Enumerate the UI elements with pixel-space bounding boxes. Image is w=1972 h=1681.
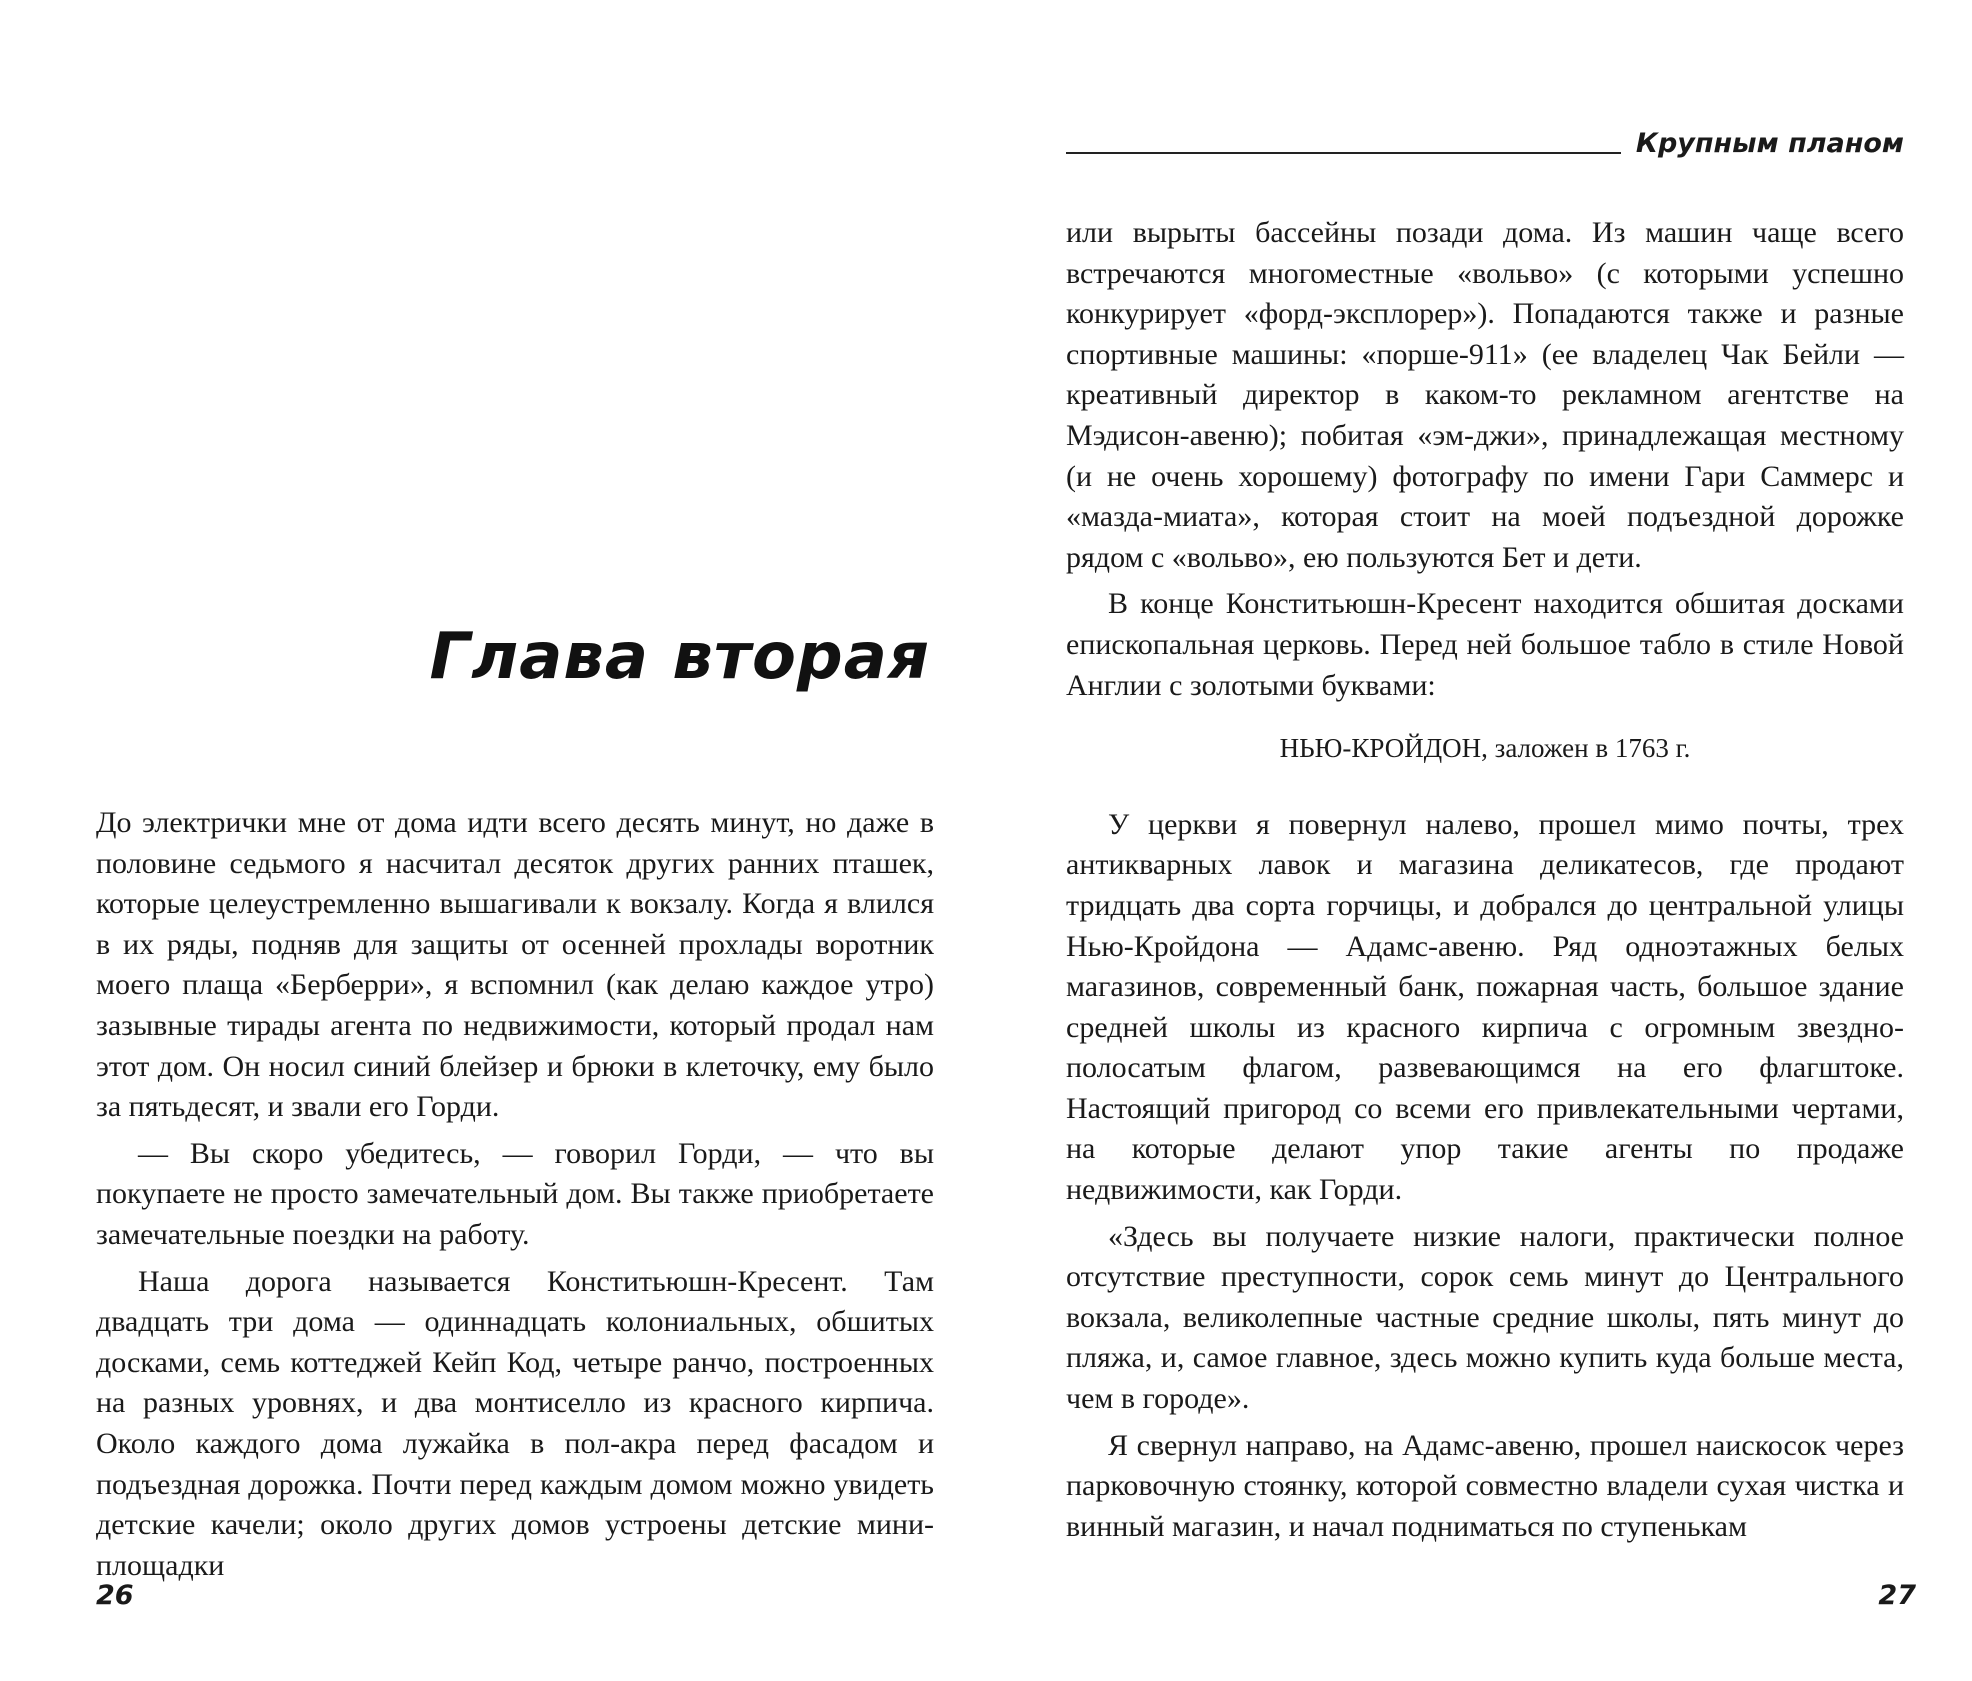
- page-number-left: 26: [96, 1580, 134, 1611]
- paragraph: До электрички мне от дома идти всего десять минут, но даже в половине седьмого я насчитал десяток других ранних пташек, которые целеустремленно вышагивали к вокзалу. Когда я влился в их ряды, подняв для защиты от осенней прохлады воротник моего плаща «Берберри», я вспомнил (как делаю каждое утро) зазывные тирады агента по недвижимости, который продал нам этот дом. Он носил синий блейзер и брюки в клеточку, ему было за пятьдесят, и звали его Горди.: [96, 806, 934, 1124]
- page-number-right: 27: [1878, 1580, 1916, 1611]
- paragraph: Я свернул направо, на Адамс-авеню, прошел наискосок через парковочную стоянку, которой совместно владели сухая чистка и винный магазин, и начал подниматься по ступенькам: [1066, 1428, 1904, 1543]
- left-page-text: [96, 803, 934, 1592]
- paragraph: У церкви я повернул налево, прошел мимо почты, трех антикварных лавок и магазина деликатесов, где продают тридцать два сорта горчицы, и добрался до центральной улицы Нью-Кройдона — Адамс-авеню. Ряд одноэтажных белых магазинов, современный банк, пожарная часть, большое здание средней школы из красного кирпича с огромным звездно-полосатым флагом, развевающимся на его флагштоке. Настоящий пригород со всеми его привлекательными чертами, на которые делают упор такие агенты по продаже недвижимости, как Горди.: [1066, 807, 1904, 1207]
- paragraph: Наша дорога называется Конститьюшн-Кресент. Там двадцать три дома — одиннадцать колониальных, обшитых досками, семь коттеджей Кейп Код, четыре ранчо, построенных на разных уровнях, и два монтиселло из красного кирпича. Около каждого дома лужайка в пол-акра перед фасадом и подъездная дорожка. Почти перед каждым домом можно увидеть детские качели; около других домов устроены детские мини-площадки: [96, 1264, 934, 1582]
- chapter-title: Глава вторая: [429, 620, 930, 694]
- paragraph: «Здесь вы получаете низкие налоги, практически полное отсутствие преступности, сорок семь минут до Центрального вокзала, великолепные частные средние школы, пять минут до пляжа, и, самое главное, здесь можно купить куда больше места, чем в городе».: [1066, 1219, 1904, 1416]
- right-page-text: [1066, 213, 1904, 1553]
- paragraph: или вырыты бассейны позади дома. Из машин чаще всего встречаются многоместные «вольво» (с которыми успешно конкурирует «форд-эксплорер»). Попадаются также и разные спортивные машины: «порше-911» (ее владелец Чак Бейли — креативный директор в каком-то рекламном агентстве на Мэдисон-авеню); побитая «эм-джи», принадлежащая местному (и не очень хорошему) фотографу по имени Гари Саммерс и «мазда-миата», которая стоит на моей подъездной дорожке рядом с «вольво», ею пользуются Бет и дети.: [1066, 216, 1904, 574]
- paragraph: — Вы скоро убедитесь, — говорил Горди, — что вы покупаете не просто замечательный дом. Вы также приобретаете замечательные поездки на работу.: [96, 1136, 934, 1251]
- header-rule: [1066, 152, 1621, 154]
- running-header: [1066, 128, 1904, 168]
- right-page: [986, 0, 1972, 1681]
- paragraph: В конце Конститьюшн-Кресент находится обшитая досками епископальная церковь. Перед ней большое табло в стиле Новой Англии с золотыми буквами:: [1066, 587, 1904, 702]
- running-header-title: Крупным планом: [1635, 128, 1904, 159]
- sign-inscription: НЬЮ-КРОЙДОН, заложен в 1763 г.: [1279, 733, 1691, 764]
